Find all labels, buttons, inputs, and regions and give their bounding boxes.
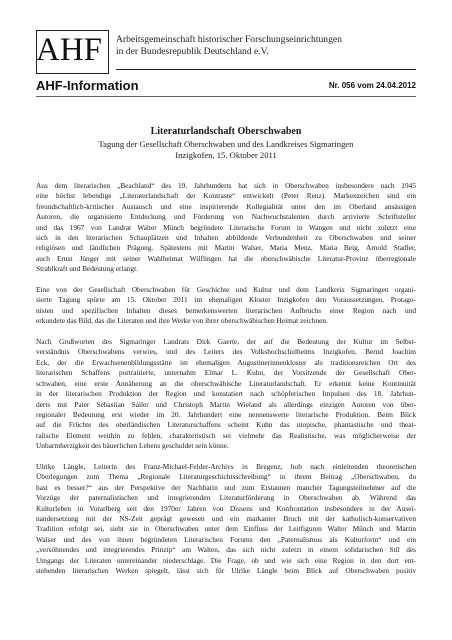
paragraph-line: Eine von der Gesellschaft Oberschwaben für Geschichte und Kultur und dem Landkreis Sigmaringen organi- [36,285,416,295]
paragraph-line: Ulrike Längle, Leiterin des Franz-Michael-Felder-Archivs in Bregenz, hob nach einleitenden theoretischen [36,461,416,471]
paragraph-line: hast es besser?“ aus der Perspektive der Nachbarin und zum Erstaunen mancher Tagungsteilnehmer auf die [36,482,416,492]
paragraph-line: nandersetzung mit der NS-Zeit geprägt gewesen und ein markanter Bruch mit der katholisch-konservativen [36,513,416,523]
ahf-logo: AHF [36,32,103,68]
report-paragraph [36,181,416,275]
page-title: Literaturlandschaft Oberschwaben [150,126,302,137]
paragraph-line: eine höchst lebendige „Literaturlandschaft der Kontraste“ entwickelt (Peter Renz). Markenzeichen sind ein [36,191,416,201]
paragraph-line: sierte Tagung spürte am 15. Oktober 2011 im ehemaligen Kloster Inzigkofen den Voraussetzungen, Protago- [36,295,416,305]
paragraph-line: schwaben, eine erste Annäherung an die oberschwäbische Literaturlandschaft. Er erkennt keine Kontinuität [36,378,416,388]
paragraph-line: religiösen und ländlichen Prägung. Spätestens mit Martin Walser, Maria Menz, Maria Beig, Arnold Stadler, [36,243,416,253]
organization-name-line: in der Bundesrepublik Deutschland e.V. [116,45,269,57]
organization-name-line: Arbeitsgemeinschaft historischer Forschungseinrichtungen [116,34,342,45]
paragraph-line: Kulturleben in Vorarlberg seit den 1970er Jahren von Dissens und Konfrontation insbesondere in der Ausei- [36,503,416,513]
report-paragraph [36,462,416,576]
paragraph-line: Vorzüge der paternalistischen und integrierenden Literaturförderung in Oberschwaben ab. Während das [36,493,416,503]
paragraph-line: und das 1967 von Landrat Walter Münch begründete Literarische Forum in Wangen und nicht zuletzt eine [36,222,416,232]
paragraph-line: literarischen Schaffens portraitierte, unternahm Elmar L. Kuhn, der Vorsitzende der Gesellschaft Ober- [36,368,416,378]
paragraph-line: regionaler Bedeutung erst wieder im 20. Jahrhundert eine nennenswerte literarische Produktion. Beim Blick [36,409,416,419]
series-title: AHF-Information [36,78,139,93]
paragraph-line: freundschaftlich-kritischer Austausch und eine inspirierende Kollegialität unter den im Oberland ansässigen [36,201,416,211]
paragraph-line: Tradition erfolgt sei, sieht sie in Oberschwaben unter dem Einfluss der Leitfiguren Walter Münch und Martin [36,524,416,534]
paragraph-line: „versöhnendes und integrierendes Prinzip“ am Walten, das sich nicht zuletzt in einem solidarischen Stil des [36,545,416,555]
paragraph-line: Aus dem literarischen „Beachland“ des 19. Jahrhunderts hat sich in Oberschwaben insbesondere nach 1945 [36,181,416,190]
subtitle-line: Tagung der Gesellschaft Oberschwaben und des Landkreises Sigmaringen [98,139,354,149]
paragraph-line: nisten und spezifischen Inhalten dieses bemerkenswerten literarischen Aufbruchs einer Region nach und [36,305,416,315]
paragraph-line: erkundete das Bild, das die Literaten und ihre Werke von ihrer oberschwäbischen Heimat zeichnen. [36,316,328,326]
subtitle-line: Inzigkofen, 15. Oktober 2011 [175,150,277,160]
paragraph-line: Eck, der die Erwachsenenbildungsstätte im ehemaligen Augustinerinnenkloster als traditionsreichen Ort des [36,357,416,367]
paragraph-line: Autoren, die organisierte Entdeckung und Förderung von Nachwuchstalenten durch arrivierte Schriftsteller [36,212,416,222]
paragraph-line: verständnis Oberschwabens verwies, und des Leiters des Volkshochschulheims Inzigkofen, Bernd Joachim [36,347,416,357]
paragraph-line: derts mit Pater Sebastian Sailer und Christoph Martin Wieland als allerdings einzigen Autoren von über- [36,399,416,409]
paragraph-line: auch Ernst Jünger mit seiner Wahlheimat Wilflingen hat die oberschwäbische Literatur-Provinz überregionale [36,253,416,263]
document-header [36,30,416,80]
paragraph-line: in der literarischen Produktion der Region und konstatiert nach schöpferischen Impulsen des 18. Jahrhun- [36,389,416,399]
paragraph-line: ralische Element weithin zu fehlen, charakteristisch sei vielmehr das Realistische, was möglicherweise der [36,430,416,440]
paragraph-line: auf die Früchte des oberländischen Literaturschaffens scheint Kuhn das utopische, phantastische und theat- [36,420,416,430]
paragraph-line: Walser und des von ihnen begründeten Literarischen Forums den „Paternalismus als Kulturform“ und ein [36,534,416,544]
paragraph-line: Unbarmherzigkeit des bäuerlichen Lebens geschuldet sein könne. [36,441,229,451]
page-subtitle [36,139,416,161]
paragraph-line: Strahlkraft und Bedeutung erlangt. [36,264,138,274]
report-body [36,181,416,587]
issue-number: Nr. 056 vom 24.04.2012 [328,81,416,90]
paragraph-line: Nach Grußworten des Sigmaringer Landrats Dirk Gaerte, der auf die Bedeutung der Kultur im Selbst- [36,337,416,347]
series-divider [36,96,416,97]
organization-name [116,34,342,57]
report-paragraph [36,337,416,451]
report-paragraph [36,285,416,327]
header-rule [116,69,416,70]
paragraph-line: stehenden literarischen Werken spiegelt, lässt sich für Ulrike Längle beim Blick auf Oberschwaben positiv [36,565,416,575]
paragraph-line: sich in den literarischen Schauplätzen und Inhalten abbildende Verbundenheit zu Oberschwaben und seiner [36,233,416,243]
paragraph-line: Umgangs der Literaten untereinander niederschlage. Die Frage, ob und wie sich eine Region in den dort ent- [36,555,416,565]
paragraph-line: Überlegungen zum Thema „Regionale Literaturgeschichtsschreibung“ in ihrem Beitrag „Oberschwaben, du [36,472,416,482]
